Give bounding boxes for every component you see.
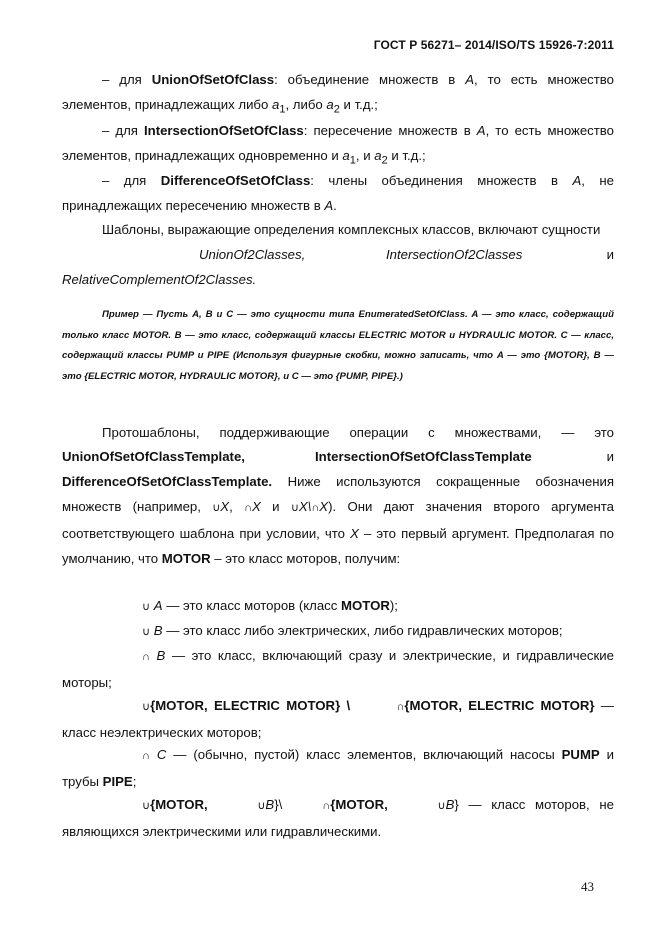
protos-line: UnionOfSetOfClassTemplate, IntersectionOfSetOfClassTemplate и <box>62 449 614 464</box>
list-item-4: ∪{MOTOR, ELECTRIC MOTOR} \ ∩{MOTOR, ELECTRIC MOTOR} — класс неэлектрических моторов; <box>62 698 614 740</box>
paragraph-protos: Протошаблоны, поддерживающие операции с множествами, — это <box>102 425 614 440</box>
page-number: 43 <box>581 879 594 894</box>
list-item-2: ∪ B — это класс либо электрических, либо гидравлических моторов; <box>142 623 563 638</box>
list-item-3: ∩ B — это класс, включающий сразу и электрические, и гидравлические моторы; <box>62 648 614 690</box>
term-difference: DifferenceOfSetOfClass <box>160 173 311 188</box>
paragraph-union: – для UnionOfSetOfClass: объединение множеств в A, то есть множество элементов, принадлежащих либо $a_1$, либо $a_2$ и т.д.; <box>62 72 614 116</box>
list-item-1: ∪ A — это класс моторов (класс MOTOR); <box>142 598 398 613</box>
paragraph-templates: Шаблоны, выражающие определения комплексных классов, включают сущности <box>102 222 601 237</box>
paragraph-difference: – для DifferenceOfSetOfClass: члены объединения множеств в A, не принадлежащих пересечению множеств в A. <box>62 173 614 213</box>
term-union: UnionOfSetOfClass <box>151 72 275 87</box>
templates-line: UnionOf2Classes, IntersectionOf2Classes и <box>199 247 614 262</box>
term-intersection: IntersectionOfSetOfClass <box>143 123 304 138</box>
example-note: Пример — Пусть A, B и C — это сущности типа EnumeratedSetOfClass. A — это класс, содержащий только класс MOTOR. B — это класс, содержащий классы ELECTRIC MOTOR и HYDRAULIC MOTOR. C — класс, содержащий классы PUMP и PIPE (Используя фигурные скобки, можно записать, что A — это {MOTOR}, B — это {ELECTRIC MOTOR, HYDRAULIC MOTOR}, и C — это {PUMP, PIPE}.) <box>62 309 614 382</box>
list-item-5: ∩ C — (обычно, пустой) класс элементов, включающий насосы PUMP и трубы PIPE; <box>62 747 614 789</box>
templates-last: RelativeComplementOf2Classes. <box>62 272 257 287</box>
paragraph-protos-cont: DifferenceOfSetOfClassTemplate. Ниже используются сокращенные обозначения множеств (например, ∪X, ∩X и ∪X\∩X). Они дают значения второго аргумента соответствующего шаблона при условии, что X – это первый аргумент. Предполагая по умолчанию, что MOTOR – это класс моторов, получим: <box>62 474 614 566</box>
document-header: ГОСТ Р 56271– 2014/ISO/TS 15926-7:2011 <box>373 38 614 52</box>
list-item-6: ∪{MOTOR, ∪B}\ ∩{MOTOR, ∪B} — класс моторов, не являющихся электрическими или гидравлическими. <box>62 797 614 839</box>
paragraph-intersection: – для IntersectionOfSetOfClass: пересечение множеств в A, то есть множество элементов, принадлежащих одновременно и $a_1$, и $a_2$ и т.д.; <box>62 123 614 167</box>
